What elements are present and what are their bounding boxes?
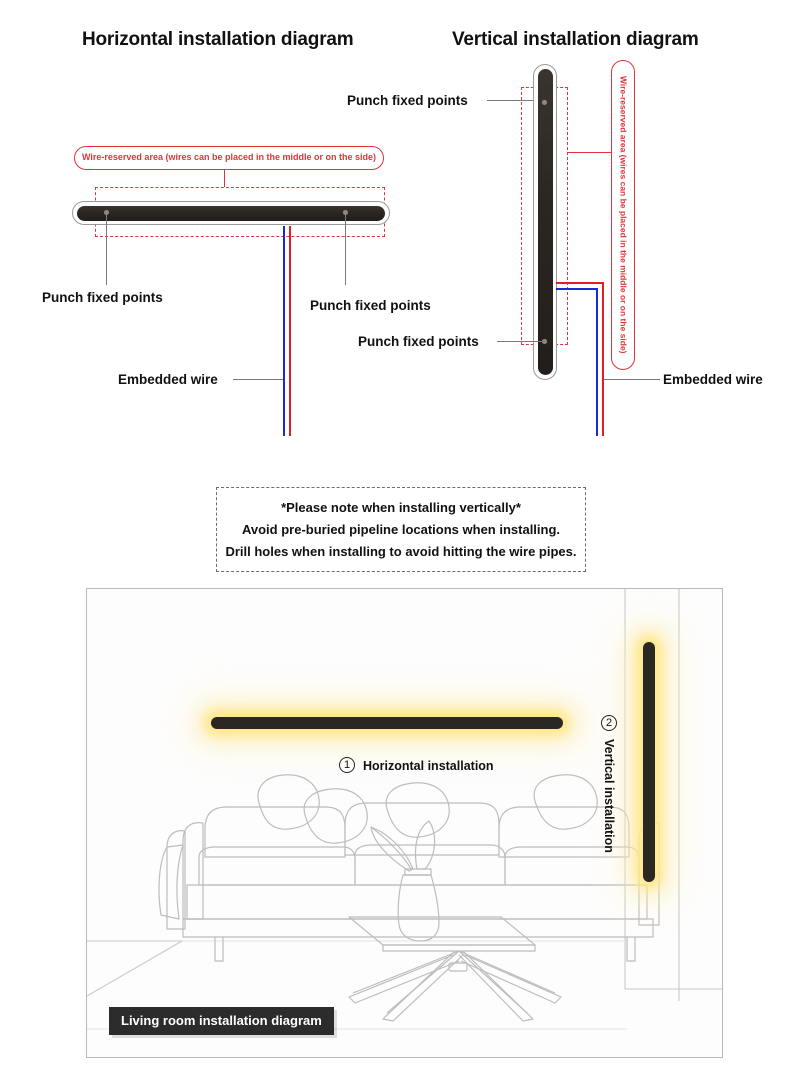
scene-marker-two: 2 (601, 715, 617, 731)
note-line-1: *Please note when installing vertically* (281, 500, 521, 515)
horizontal-embedded-wire-label: Embedded wire (118, 372, 218, 387)
horizontal-punch-label-left: Punch fixed points (42, 290, 163, 305)
horizontal-wire-reserved-callout: Wire-reserved area (wires can be placed in the middle or on the side) (74, 146, 384, 170)
vertical-wire-live-vertical (602, 282, 604, 436)
horizontal-light-bar-body (77, 206, 385, 221)
horizontal-embedded-wire-leader (233, 379, 283, 380)
note-line-3: Drill holes when installing to avoid hitting the wire pipes. (225, 544, 577, 559)
scene-vertical-light-bar (643, 642, 655, 882)
horizontal-leader-right (345, 215, 346, 285)
vertical-embedded-wire-leader (604, 379, 660, 380)
scene-label-vertical-installation: Vertical installation (602, 739, 616, 853)
scene-marker-one: 1 (339, 757, 355, 773)
vertical-screw-point-top (542, 100, 547, 105)
vertical-wire-neutral-horizontal (556, 288, 598, 290)
horizontal-leader-left (106, 215, 107, 285)
horizontal-punch-label-right: Punch fixed points (310, 298, 431, 313)
horizontal-callout-connector (224, 170, 225, 187)
vertical-embedded-wire-label: Embedded wire (663, 372, 763, 387)
room-caption-badge: Living room installation diagram (109, 1007, 334, 1035)
vertical-leader-bottom (497, 341, 545, 342)
scene-horizontal-light-bar (211, 717, 563, 729)
vertical-wire-reserved-callout-text: Wire-reserved area (wires can be placed in the middle or on the side) (618, 76, 629, 354)
note-line-2: Avoid pre-buried pipeline locations when installing. (241, 522, 561, 537)
scene-label-horizontal-installation: Horizontal installation (363, 759, 494, 773)
living-room-scene (86, 588, 723, 1058)
vertical-install-note-box (216, 487, 586, 572)
vertical-punch-label-bottom: Punch fixed points (358, 334, 479, 349)
vertical-diagram-title: Vertical installation diagram (452, 29, 699, 50)
vertical-wire-neutral-vertical (596, 288, 598, 436)
horizontal-diagram-title: Horizontal installation diagram (82, 29, 354, 50)
vertical-light-bar-body (538, 69, 553, 375)
horizontal-wire-live (289, 226, 291, 436)
vertical-wire-live-horizontal (556, 282, 604, 284)
vertical-wire-reserved-callout (611, 60, 635, 370)
horizontal-wire-neutral (283, 226, 285, 436)
vertical-callout-connector (568, 152, 612, 153)
living-room-line-art (87, 589, 723, 1058)
vertical-punch-label-top: Punch fixed points (347, 93, 468, 108)
